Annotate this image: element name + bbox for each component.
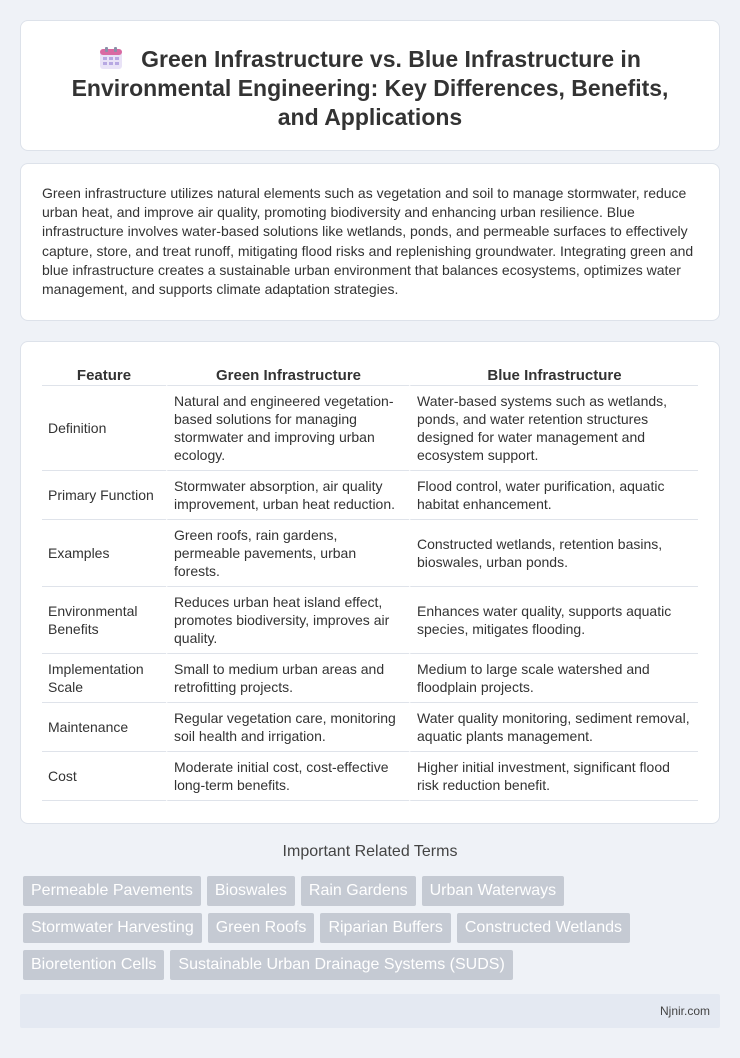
related-terms-tags	[23, 876, 723, 987]
tag-stormwater-harvesting[interactable]: Stormwater Harvesting	[23, 913, 202, 943]
green-cell: Natural and engineered vegetation-based solutions for managing stormwater and improving urban ecology.	[166, 386, 409, 471]
table-row	[42, 520, 698, 587]
green-cell: Small to medium urban areas and retrofitting projects.	[166, 654, 409, 703]
related-terms-title: Important Related Terms	[282, 843, 458, 860]
tag-riparian-buffers[interactable]: Riparian Buffers	[320, 913, 450, 943]
header-blue: Blue Infrastructure	[409, 362, 698, 386]
tag-row	[23, 876, 723, 913]
tag-row	[23, 913, 723, 950]
tag-bioswales[interactable]: Bioswales	[207, 876, 295, 906]
tag-constructed-wetlands[interactable]: Constructed Wetlands	[457, 913, 630, 943]
page-title	[51, 45, 689, 132]
calendar-icon	[99, 46, 123, 70]
comparison-table-card	[20, 341, 720, 824]
header-green: Green Infrastructure	[166, 362, 409, 386]
table-header-row	[42, 362, 698, 386]
header-feature: Feature	[42, 362, 166, 386]
tag-green-roofs[interactable]: Green Roofs	[208, 913, 315, 943]
table-row	[42, 587, 698, 654]
green-cell: Green roofs, rain gardens, permeable pavements, urban forests.	[166, 520, 409, 587]
comparison-table	[42, 362, 698, 801]
tag-bioretention-cells[interactable]: Bioretention Cells	[23, 950, 164, 980]
blue-cell: Higher initial investment, significant flood risk reduction benefit.	[409, 752, 698, 801]
page-title-text: Green Infrastructure vs. Blue Infrastructure in Environmental Engineering: Key Differences, Benefits, and Applications	[71, 46, 669, 130]
tag-suds[interactable]: Sustainable Urban Drainage Systems (SUDS)	[170, 950, 512, 980]
footer	[20, 994, 720, 1028]
title-card	[20, 20, 720, 151]
blue-cell: Constructed wetlands, retention basins, bioswales, urban ponds.	[409, 520, 698, 587]
green-cell: Stormwater absorption, air quality improvement, urban heat reduction.	[166, 471, 409, 520]
green-cell: Regular vegetation care, monitoring soil health and irrigation.	[166, 703, 409, 752]
blue-cell: Medium to large scale watershed and floodplain projects.	[409, 654, 698, 703]
green-cell: Reduces urban heat island effect, promotes biodiversity, improves air quality.	[166, 587, 409, 654]
green-cell: Moderate initial cost, cost-effective long-term benefits.	[166, 752, 409, 801]
blue-cell: Water quality monitoring, sediment removal, aquatic plants management.	[409, 703, 698, 752]
footer-site-name: Njnir.com	[659, 1004, 710, 1018]
blue-cell: Water-based systems such as wetlands, ponds, and water retention structures designed for water management and ecosystem support.	[409, 386, 698, 471]
table-row	[42, 654, 698, 703]
table-row	[42, 471, 698, 520]
tag-urban-waterways[interactable]: Urban Waterways	[422, 876, 565, 906]
tag-rain-gardens[interactable]: Rain Gardens	[301, 876, 416, 906]
table-row	[42, 752, 698, 801]
feature-cell: Definition	[42, 386, 166, 471]
feature-cell: Maintenance	[42, 703, 166, 752]
intro-paragraph: Green infrastructure utilizes natural elements such as vegetation and soil to manage stormwater, reduce urban heat, and improve air quality, promoting biodiversity and enhancing urban resilience. Blue infrastructure involves water-based solutions like wetlands, ponds, and permeable surfaces to effectively capture, store, and treat runoff, mitigating flood risks and replenishing groundwater. Integrating green and blue infrastructure creates a sustainable urban environment that balances ecosystems, optimizes water management, and supports climate adaptation strategies.	[42, 185, 694, 298]
feature-cell: Implementation Scale	[42, 654, 166, 703]
intro-card	[20, 163, 720, 321]
feature-cell: Cost	[42, 752, 166, 801]
blue-cell: Flood control, water purification, aquatic habitat enhancement.	[409, 471, 698, 520]
tag-row	[23, 950, 723, 987]
tag-permeable-pavements[interactable]: Permeable Pavements	[23, 876, 201, 906]
table-row	[42, 703, 698, 752]
feature-cell: Primary Function	[42, 471, 166, 520]
feature-cell: Environmental Benefits	[42, 587, 166, 654]
feature-cell: Examples	[42, 520, 166, 587]
blue-cell: Enhances water quality, supports aquatic species, mitigates flooding.	[409, 587, 698, 654]
table-row	[42, 386, 698, 471]
